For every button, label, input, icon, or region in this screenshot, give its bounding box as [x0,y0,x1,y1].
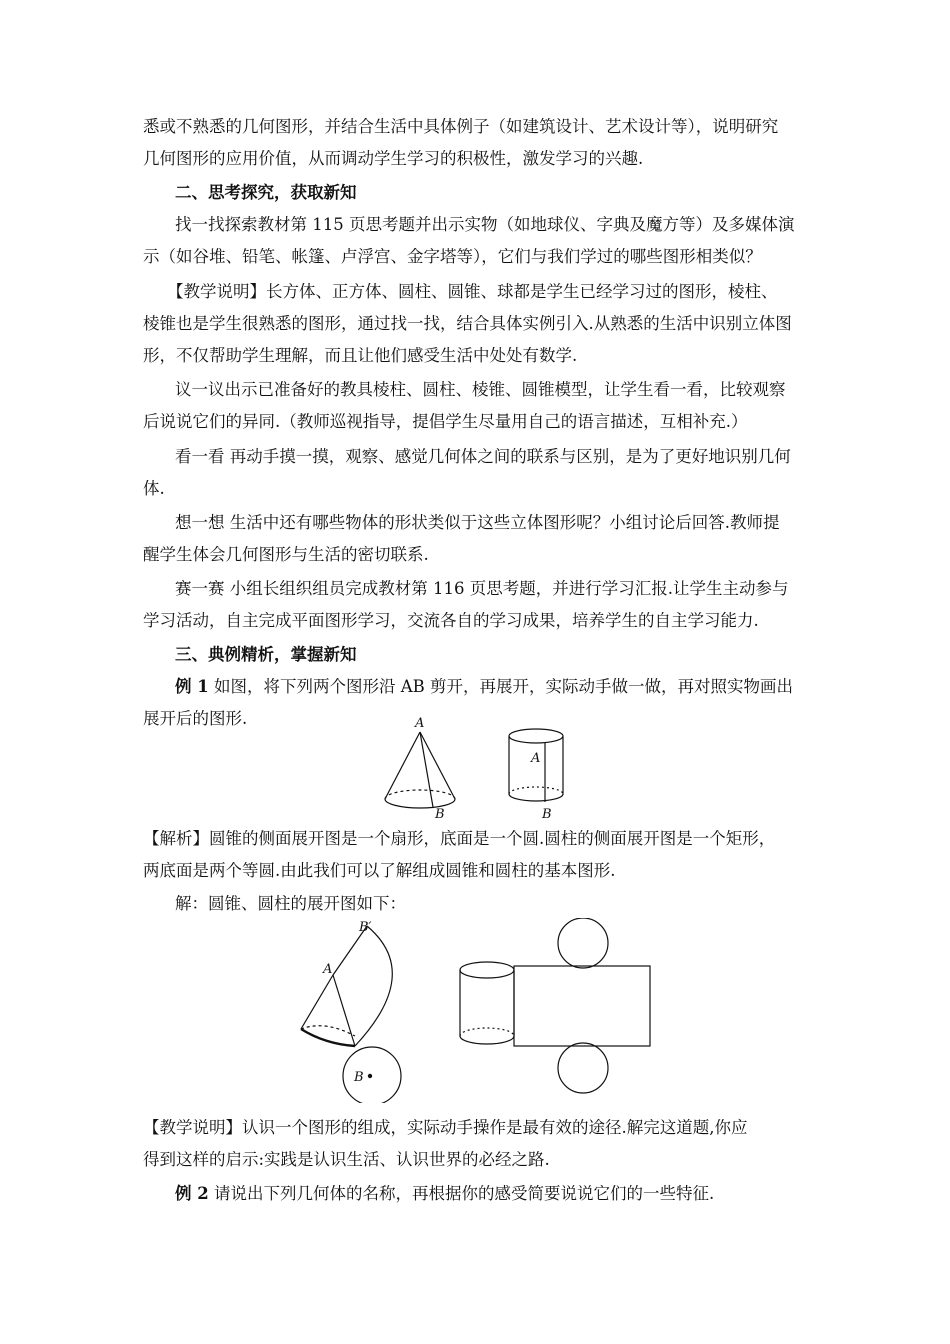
paragraph-line: 两底面是两个等圆.由此我们可以了解组成圆锥和圆柱的基本图形. [143,861,616,880]
example-1-line [175,676,793,698]
figure-nets [295,918,665,1103]
figure-cone-cylinder [375,712,575,824]
label-circle-center: B [354,1070,364,1085]
cylinder-bottom-circle [558,1043,608,1093]
cylinder-base-front [509,794,563,801]
paragraph-line: 后说说它们的异同.（教师巡视指导，提倡学生尽量用自己的语言描述，互相补充.） [143,412,748,431]
paragraph-line: 形，不仅帮助学生理解，而且让他们感受生活中处处有数学. [143,346,578,365]
paragraph-line: 展开后的图形. [143,709,248,728]
paragraph-line: 看一看 再动手摸一摸，观察、感觉几何体之间的联系与区别，是为了更好地识别几何 [175,447,791,466]
cylinder-top-circle [558,918,608,968]
label-cone-base: B [435,807,445,822]
paragraph-line: 赛一赛 小组长组织组员完成教材第 116 页思考题，并进行学习汇报.让学生主动参与 [175,579,789,598]
net-cylinder-base-back [460,1028,514,1036]
cone-base-back [385,790,455,799]
paragraph-line: 议一议出示已准备好的教具棱柱、圆柱、棱锥、圆锥模型，让学生看一看，比较观察 [175,380,786,399]
label-cone-apex: A [415,716,425,731]
example-text: 请说出下列几何体的名称，再根据你的感受简要说说它们的一些特征. [208,1184,715,1203]
net-cylinder-base-front [460,1036,514,1044]
circle-center-dot [368,1074,372,1078]
paragraph-line: 几何图形的应用价值，从而调动学生学习的积极性，激发学习的兴趣. [143,149,644,168]
paragraph-line: 示（如谷堆、铅笔、帐篷、卢浮宫、金字塔等），它们与我们学过的哪些图形相类似？ [143,247,762,266]
label-sector-arc-end: B′ [359,920,372,935]
sector-radius-left [301,975,333,1029]
cone-base-circle [343,1047,401,1103]
paragraph-line: 【教学说明】长方体、正方体、圆柱、圆锥、球都是学生已经学习过的图形，棱柱、 [167,282,778,301]
sector-cut-line [333,975,355,1046]
label-cylinder-base: B [542,807,552,822]
paragraph-line: 【教学说明】认识一个图形的组成，实际动手操作是最有效的途径.解完这道题,你应 [143,1118,748,1137]
paragraph-line: 醒学生体会几何图形与生活的密切联系. [143,545,429,564]
paragraph-line: 悉或不熟悉的几何图形，并结合生活中具体例子（如建筑设计、艺术设计等），说明研究 [143,117,779,136]
paragraph-line: 得到这样的启示:实践是认识生活、认识世界的必经之路. [143,1150,550,1169]
net-cylinder-top [460,962,514,978]
example-text: 如图，将下列两个图形沿 AB 剪开，再展开，实际动手做一做，再对照实物画出 [208,677,794,696]
example-label: 例 2 [175,1184,209,1203]
sector-arc-right [355,926,392,1046]
section-heading: 二、思考探究，获取新知 [175,183,357,202]
label-sector-apex: A [323,962,333,977]
cylinder-lateral-rectangle [514,966,650,1046]
cylinder-top [509,729,563,743]
paragraph-line: 学习活动，自主完成平面图形学习，交流各自的学习成果，培养学生的自主学习能力. [143,611,759,630]
paragraph-line: 【解析】圆锥的侧面展开图是一个扇形，底面是一个圆.圆柱的侧面展开图是一个矩形， [143,829,776,848]
cone-left-edge [385,732,420,799]
label-cylinder-top: A [531,751,541,766]
paragraph-line: 找一找探索教材第 115 页思考题并出示实物（如地球仪、字典及魔方等）及多媒体演 [175,215,795,234]
example-label: 例 1 [175,677,209,696]
section-heading: 三、典例精析，掌握新知 [175,645,357,664]
cylinder-base-back [509,787,563,794]
paragraph-line: 棱锥也是学生很熟悉的图形，通过找一找，结合具体实例引入.从熟悉的生活中识别立体图 [143,314,792,333]
paragraph-line: 体. [143,479,165,498]
paragraph-line: 想一想 生活中还有哪些物体的形状类似于这些立体图形呢？小组讨论后回答.教师提 [175,513,780,532]
sector-arc-bottom [301,1029,355,1046]
paragraph-line: 解：圆锥、圆柱的展开图如下： [175,894,406,913]
example-2-line [175,1183,714,1205]
